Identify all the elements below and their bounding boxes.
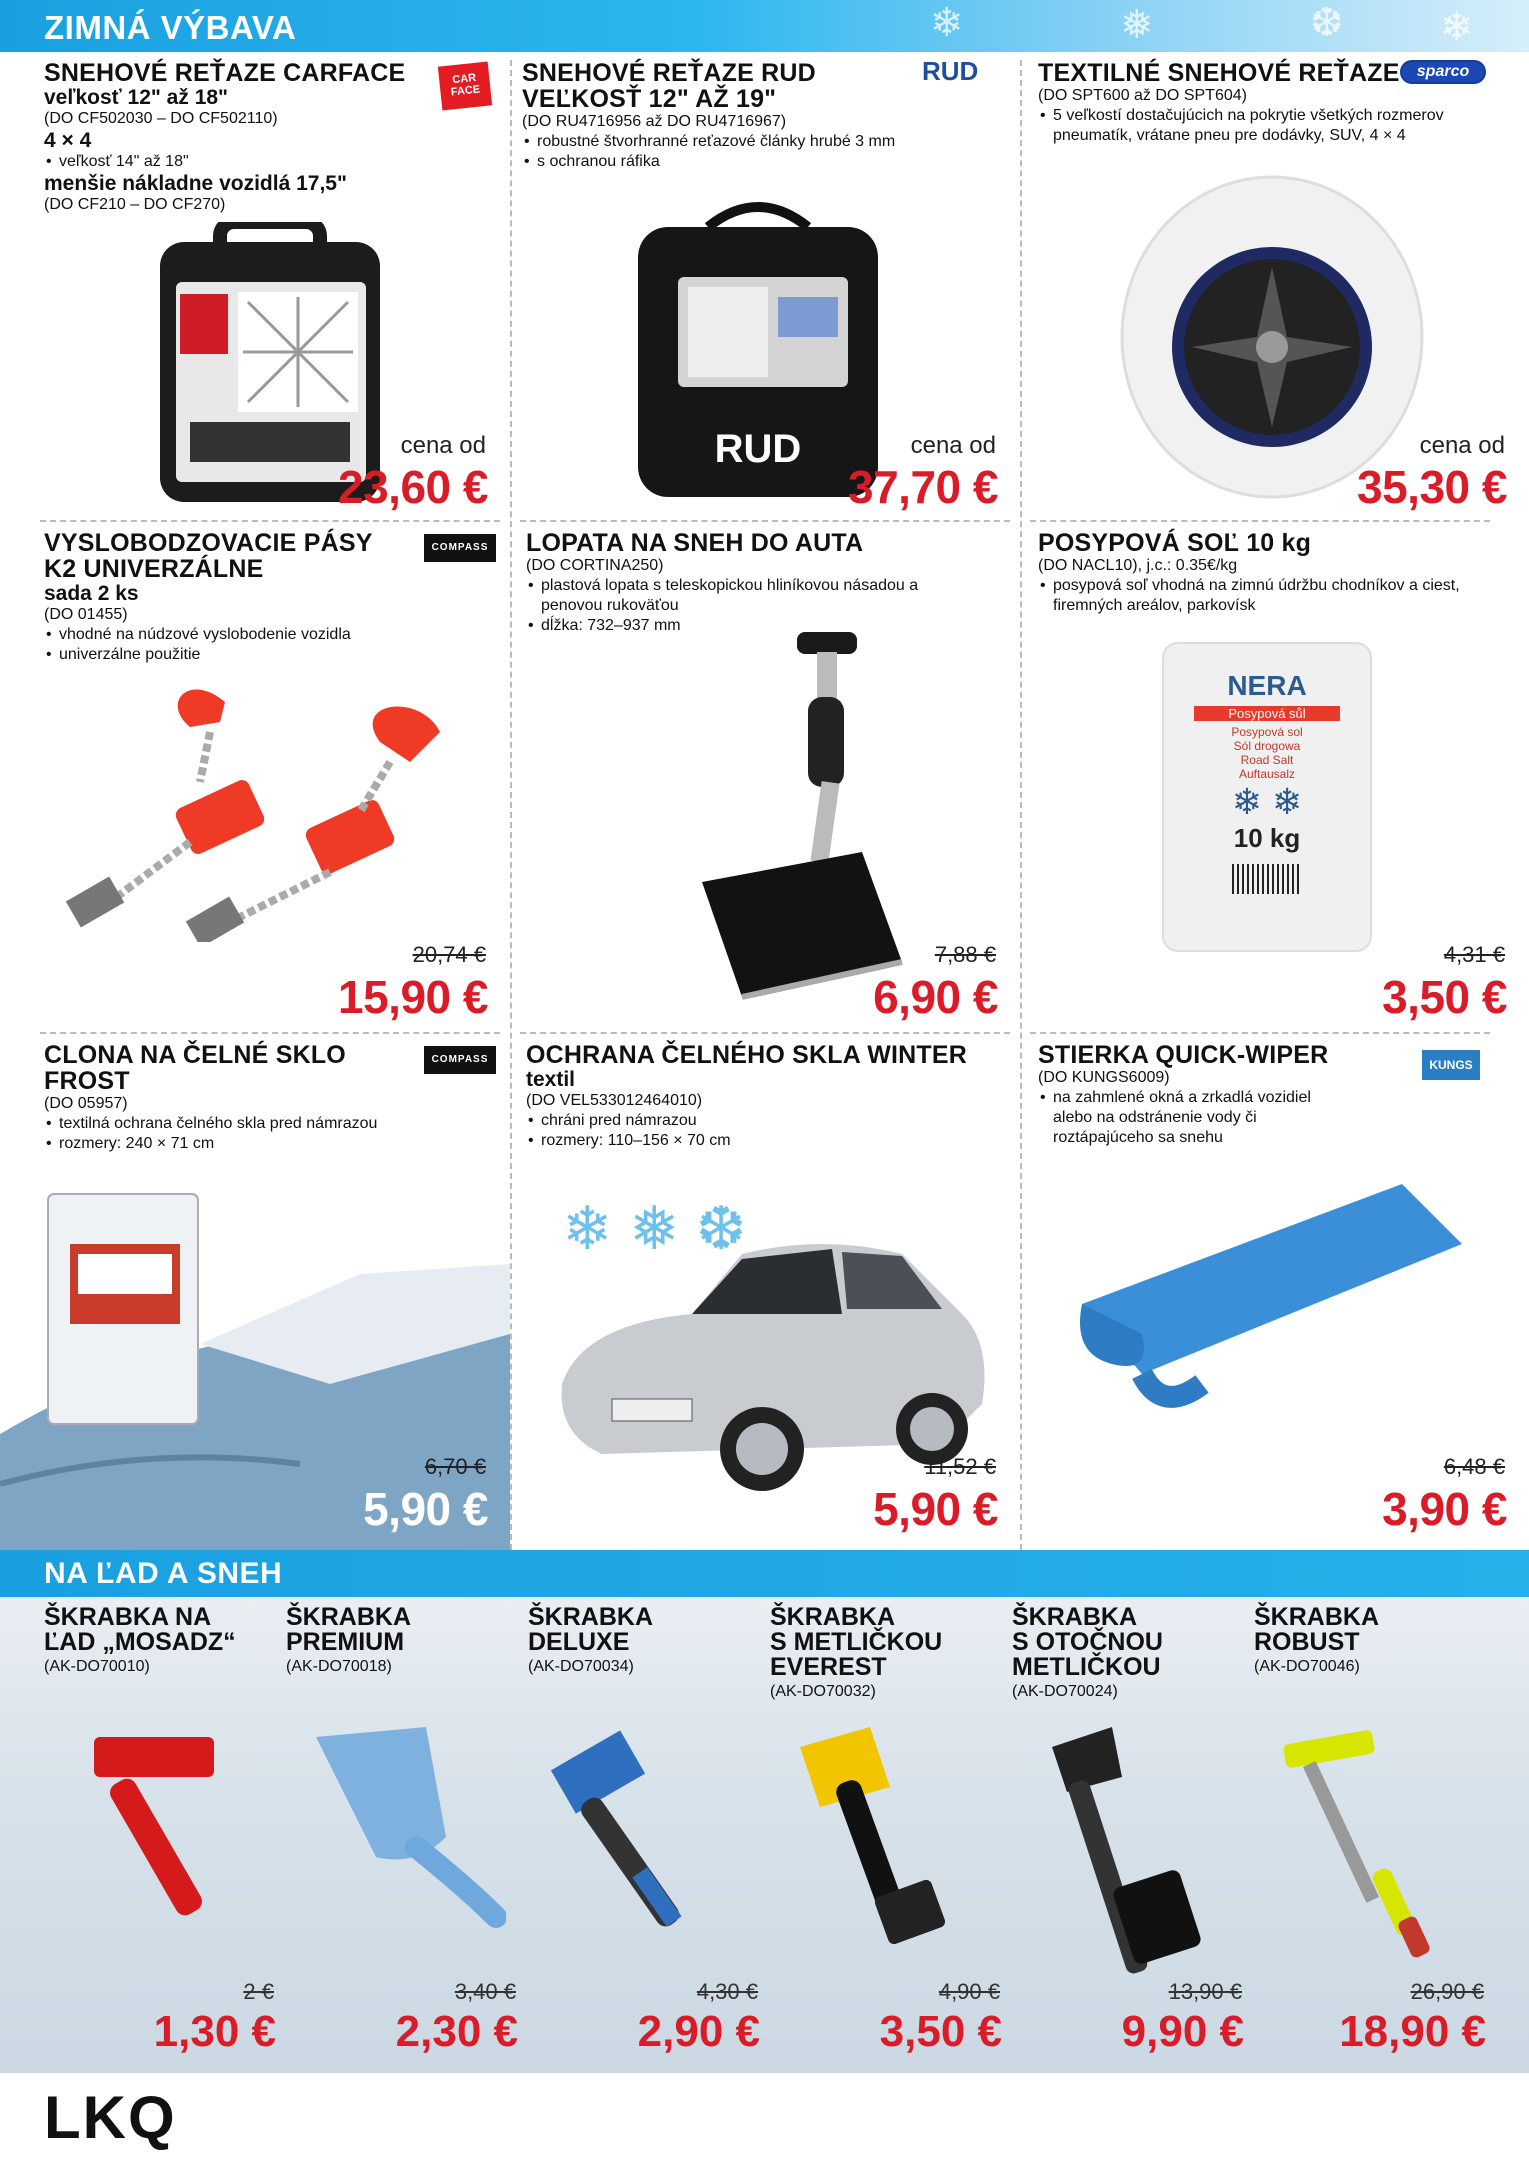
price-from-label: cena od	[400, 432, 486, 459]
scraper-code: (AK-DO70034)	[528, 1658, 634, 1675]
snow-shovel-image	[632, 622, 912, 1002]
svg-text:RUD: RUD	[714, 427, 802, 471]
product-bullet: • rozmery: 240 × 71 cm	[44, 1134, 444, 1154]
product-card-road-salt[interactable]	[1022, 522, 1529, 1032]
scraper-code: (AK-DO70010)	[44, 1658, 150, 1675]
old-price: 11,52 €	[924, 1454, 996, 1479]
recovery-straps-image	[50, 672, 460, 942]
product-title: VYSLOBODZOVACIE PÁSY	[44, 529, 373, 557]
product-bullet: • textilná ochrana čelného skla pred námrazou	[44, 1114, 444, 1134]
product-variant: menšie nákladne vozidlá 17,5"	[44, 172, 347, 195]
product-card-recovery-straps[interactable]	[0, 522, 510, 1032]
product-bullet: • na zahmlené okná a zrkadlá vozidiel alebo na odstránenie vody či roztápajúceho sa snehu	[1038, 1088, 1338, 1148]
product-material: textil	[526, 1068, 576, 1091]
ice-scraper-image	[1264, 1717, 1474, 1977]
blue-squeegee-image	[1072, 1184, 1472, 1424]
old-price: 7,88 €	[934, 942, 996, 967]
product-bullet: • veľkosť 14" až 18"	[44, 152, 444, 172]
ice-scraper-image	[780, 1717, 990, 1977]
product-title: STIERKA QUICK-WIPER	[1038, 1041, 1329, 1069]
snowflake-icon: ❄ ❄	[1231, 781, 1303, 822]
product-title: SNEHOVÉ REŤAZE CARFACE	[44, 59, 406, 87]
old-price: 4,30 €	[696, 1979, 758, 2004]
scraper-title: METLIČKOU	[1012, 1653, 1161, 1681]
section-title: ZIMNÁ VÝBAVA	[44, 9, 297, 46]
product-card-windshield-cover-frost[interactable]	[0, 1034, 510, 1550]
ice-scraper-image	[538, 1717, 748, 1977]
product-title-line2: VEĽKOSŤ 12" AŽ 19"	[522, 85, 777, 113]
scraper-title: EVEREST	[770, 1653, 887, 1681]
scraper-title: ŠKRABKA	[286, 1603, 411, 1631]
bag-brand: NERA	[1227, 670, 1307, 701]
old-price: 2 €	[243, 1979, 274, 2004]
product-code: (DO RU4716956 až DO RU4716967)	[522, 113, 787, 130]
bag-label: Posypová sol	[1231, 725, 1303, 739]
header-banner	[0, 0, 1529, 52]
scraper-price: 2,90 €	[637, 2007, 760, 2056]
old-price: 26,90 €	[1410, 1979, 1484, 2004]
product-price: 15,90 €	[338, 971, 488, 1023]
ice-scrapers-section	[0, 1597, 1529, 2073]
scraper-title: PREMIUM	[286, 1628, 405, 1656]
product-price: 5,90 €	[363, 1483, 488, 1535]
product-card-quick-wiper[interactable]	[1022, 1034, 1529, 1550]
old-price: 3,40 €	[454, 1979, 516, 2004]
scraper-price: 3,50 €	[879, 2007, 1002, 2056]
carface-logo: CAR FACE	[438, 62, 492, 111]
lkq-logo: LKQ	[44, 2084, 177, 2151]
scraper-price: 2,30 €	[395, 2007, 518, 2056]
product-bullet: • s ochranou ráfika	[522, 152, 922, 172]
product-title: SNEHOVÉ REŤAZE RUD	[522, 59, 816, 87]
product-code: (DO CORTINA250)	[526, 557, 664, 574]
scraper-code: (AK-DO70024)	[1012, 1683, 1118, 1700]
scraper-title: ŠKRABKA	[1254, 1603, 1379, 1631]
product-price: 5,90 €	[873, 1483, 998, 1535]
kungs-logo: KUNGS	[1422, 1050, 1480, 1080]
product-bullet: • rozmery: 110–156 × 70 cm	[526, 1131, 996, 1151]
scraper-code: (AK-DO70018)	[286, 1658, 392, 1675]
product-code: (DO VEL533012464010)	[526, 1092, 703, 1109]
product-card-carface-chains[interactable]	[0, 52, 510, 520]
scraper-price: 1,30 €	[153, 2007, 276, 2056]
ice-scraper-image	[54, 1717, 264, 1977]
snowflake-icon: ❄	[1440, 5, 1475, 49]
scraper-title: ĽAD „MOSADZ“	[44, 1628, 236, 1656]
bag-label: Auftausalz	[1238, 767, 1296, 781]
product-card-rud-chains[interactable]	[512, 52, 1020, 520]
compass-logo: COMPASS	[424, 534, 496, 562]
product-code: (DO 05957)	[44, 1095, 128, 1112]
product-bullet: • chráni pred námrazou	[526, 1111, 996, 1131]
scraper-title: S OTOČNOU	[1012, 1628, 1163, 1656]
product-code: (DO NACL10), j.c.: 0.35€/kg	[1038, 557, 1238, 574]
product-title: CLONA NA ČELNÉ SKLO	[44, 1041, 346, 1069]
product-title-line2: K2 UNIVERZÁLNE	[44, 555, 264, 583]
product-bullet: • dĺžka: 732–937 mm	[526, 616, 996, 636]
product-title: TEXTILNÉ SNEHOVÉ REŤAZE	[1038, 59, 1400, 87]
product-price: 3,50 €	[1382, 971, 1507, 1023]
old-price: 6,48 €	[1443, 1454, 1505, 1479]
product-code: (DO CF502030 – DO CF502110)	[44, 110, 278, 127]
scraper-code: (AK-DO70032)	[770, 1683, 876, 1700]
scraper-title: ŠKRABKA	[770, 1603, 895, 1631]
bag-label: Posypová sůl	[1194, 706, 1340, 721]
section-banner	[0, 1550, 1529, 1597]
section-title: NA ĽAD A SNEH	[44, 1557, 283, 1590]
product-title: POSYPOVÁ SOĽ 10 kg	[1038, 529, 1312, 557]
product-price: 23,60 €	[338, 461, 488, 513]
product-title: OCHRANA ČELNÉHO SKLA WINTER	[526, 1041, 968, 1069]
scraper-title: ŠKRABKA	[528, 1603, 653, 1631]
old-price: 13,90 €	[1168, 1979, 1242, 2004]
product-bullet: • univerzálne použitie	[44, 645, 444, 665]
textile-sock-image	[1112, 167, 1432, 507]
product-title-line2: FROST	[44, 1067, 130, 1095]
product-bullet: • vhodné na núdzové vyslobodenie vozidla	[44, 625, 444, 645]
snowflake-icon: ❄ ❅ ❆	[562, 1195, 747, 1262]
product-price: 37,70 €	[848, 461, 998, 513]
bag-label: Sól drogowa	[1233, 739, 1301, 753]
product-price: 35,30 €	[1357, 461, 1507, 513]
old-price: 20,74 €	[412, 942, 486, 967]
product-bullet: • robustné štvorhranné reťazové články hrubé 3 mm	[522, 132, 922, 152]
product-code: (DO CF210 – DO CF270)	[44, 196, 226, 213]
product-price: 3,90 €	[1382, 1483, 1507, 1535]
price-from-label: cena od	[910, 432, 996, 459]
ice-scraper-image	[296, 1717, 506, 1977]
product-bullet: • plastová lopata s teleskopickou hliníkovou násadou a penovou rukoväťou	[526, 576, 966, 616]
product-price: 6,90 €	[873, 971, 998, 1023]
scraper-title: DELUXE	[528, 1628, 630, 1656]
product-card-windshield-cover-winter[interactable]	[512, 1034, 1020, 1550]
price-from-label: cena od	[1419, 432, 1505, 459]
snowflake-icon: ❄	[930, 1, 965, 45]
product-code: (DO 01455)	[44, 606, 128, 623]
old-price: 4,31 €	[1443, 942, 1505, 967]
product-code: (DO SPT600 až DO SPT604)	[1038, 87, 1247, 104]
product-bullet: • posypová soľ vhodná na zimnú údržbu chodníkov a ciest, firemných areálov, parkovísk	[1038, 576, 1478, 616]
scraper-title: ŠKRABKA NA	[44, 1603, 212, 1631]
barcode-icon	[1232, 864, 1302, 894]
product-code: (DO KUNGS6009)	[1038, 1069, 1170, 1086]
product-card-snow-shovel[interactable]	[512, 522, 1020, 1032]
product-set: sada 2 ks	[44, 582, 139, 605]
scraper-title: S METLIČKOU	[770, 1628, 943, 1656]
old-price: 4,90 €	[938, 1979, 1000, 2004]
snowflake-icon: ❆	[1310, 1, 1345, 45]
sparco-logo: sparco	[1400, 60, 1486, 84]
rud-logo: RUD	[922, 56, 979, 86]
ice-scraper-image	[1022, 1717, 1232, 1977]
product-card-textile-chains[interactable]	[1022, 52, 1529, 520]
scraper-price: 18,90 €	[1339, 2007, 1486, 2056]
product-title: LOPATA NA SNEH DO AUTA	[526, 529, 864, 557]
product-variant: 4 × 4	[44, 129, 92, 152]
product-size: veľkosť 12" až 18"	[44, 86, 229, 109]
salt-bag-image	[1162, 642, 1372, 952]
bag-label: Road Salt	[1240, 753, 1294, 767]
scraper-code: (AK-DO70046)	[1254, 1658, 1360, 1675]
bag-weight: 10 kg	[1233, 823, 1301, 853]
scraper-price: 9,90 €	[1121, 2007, 1244, 2056]
snowflake-icon: ❅	[1120, 3, 1155, 47]
scraper-title: ŠKRABKA	[1012, 1603, 1137, 1631]
compass-logo: COMPASS	[424, 1046, 496, 1074]
product-bullet: • 5 veľkostí dostačujúcich na pokrytie všetkých rozmerov pneumatík, vrátane pneu pre dodávky, SUV, 4 × 4	[1038, 106, 1478, 146]
old-price: 6,70 €	[424, 1454, 486, 1479]
scraper-title: ROBUST	[1254, 1628, 1360, 1656]
